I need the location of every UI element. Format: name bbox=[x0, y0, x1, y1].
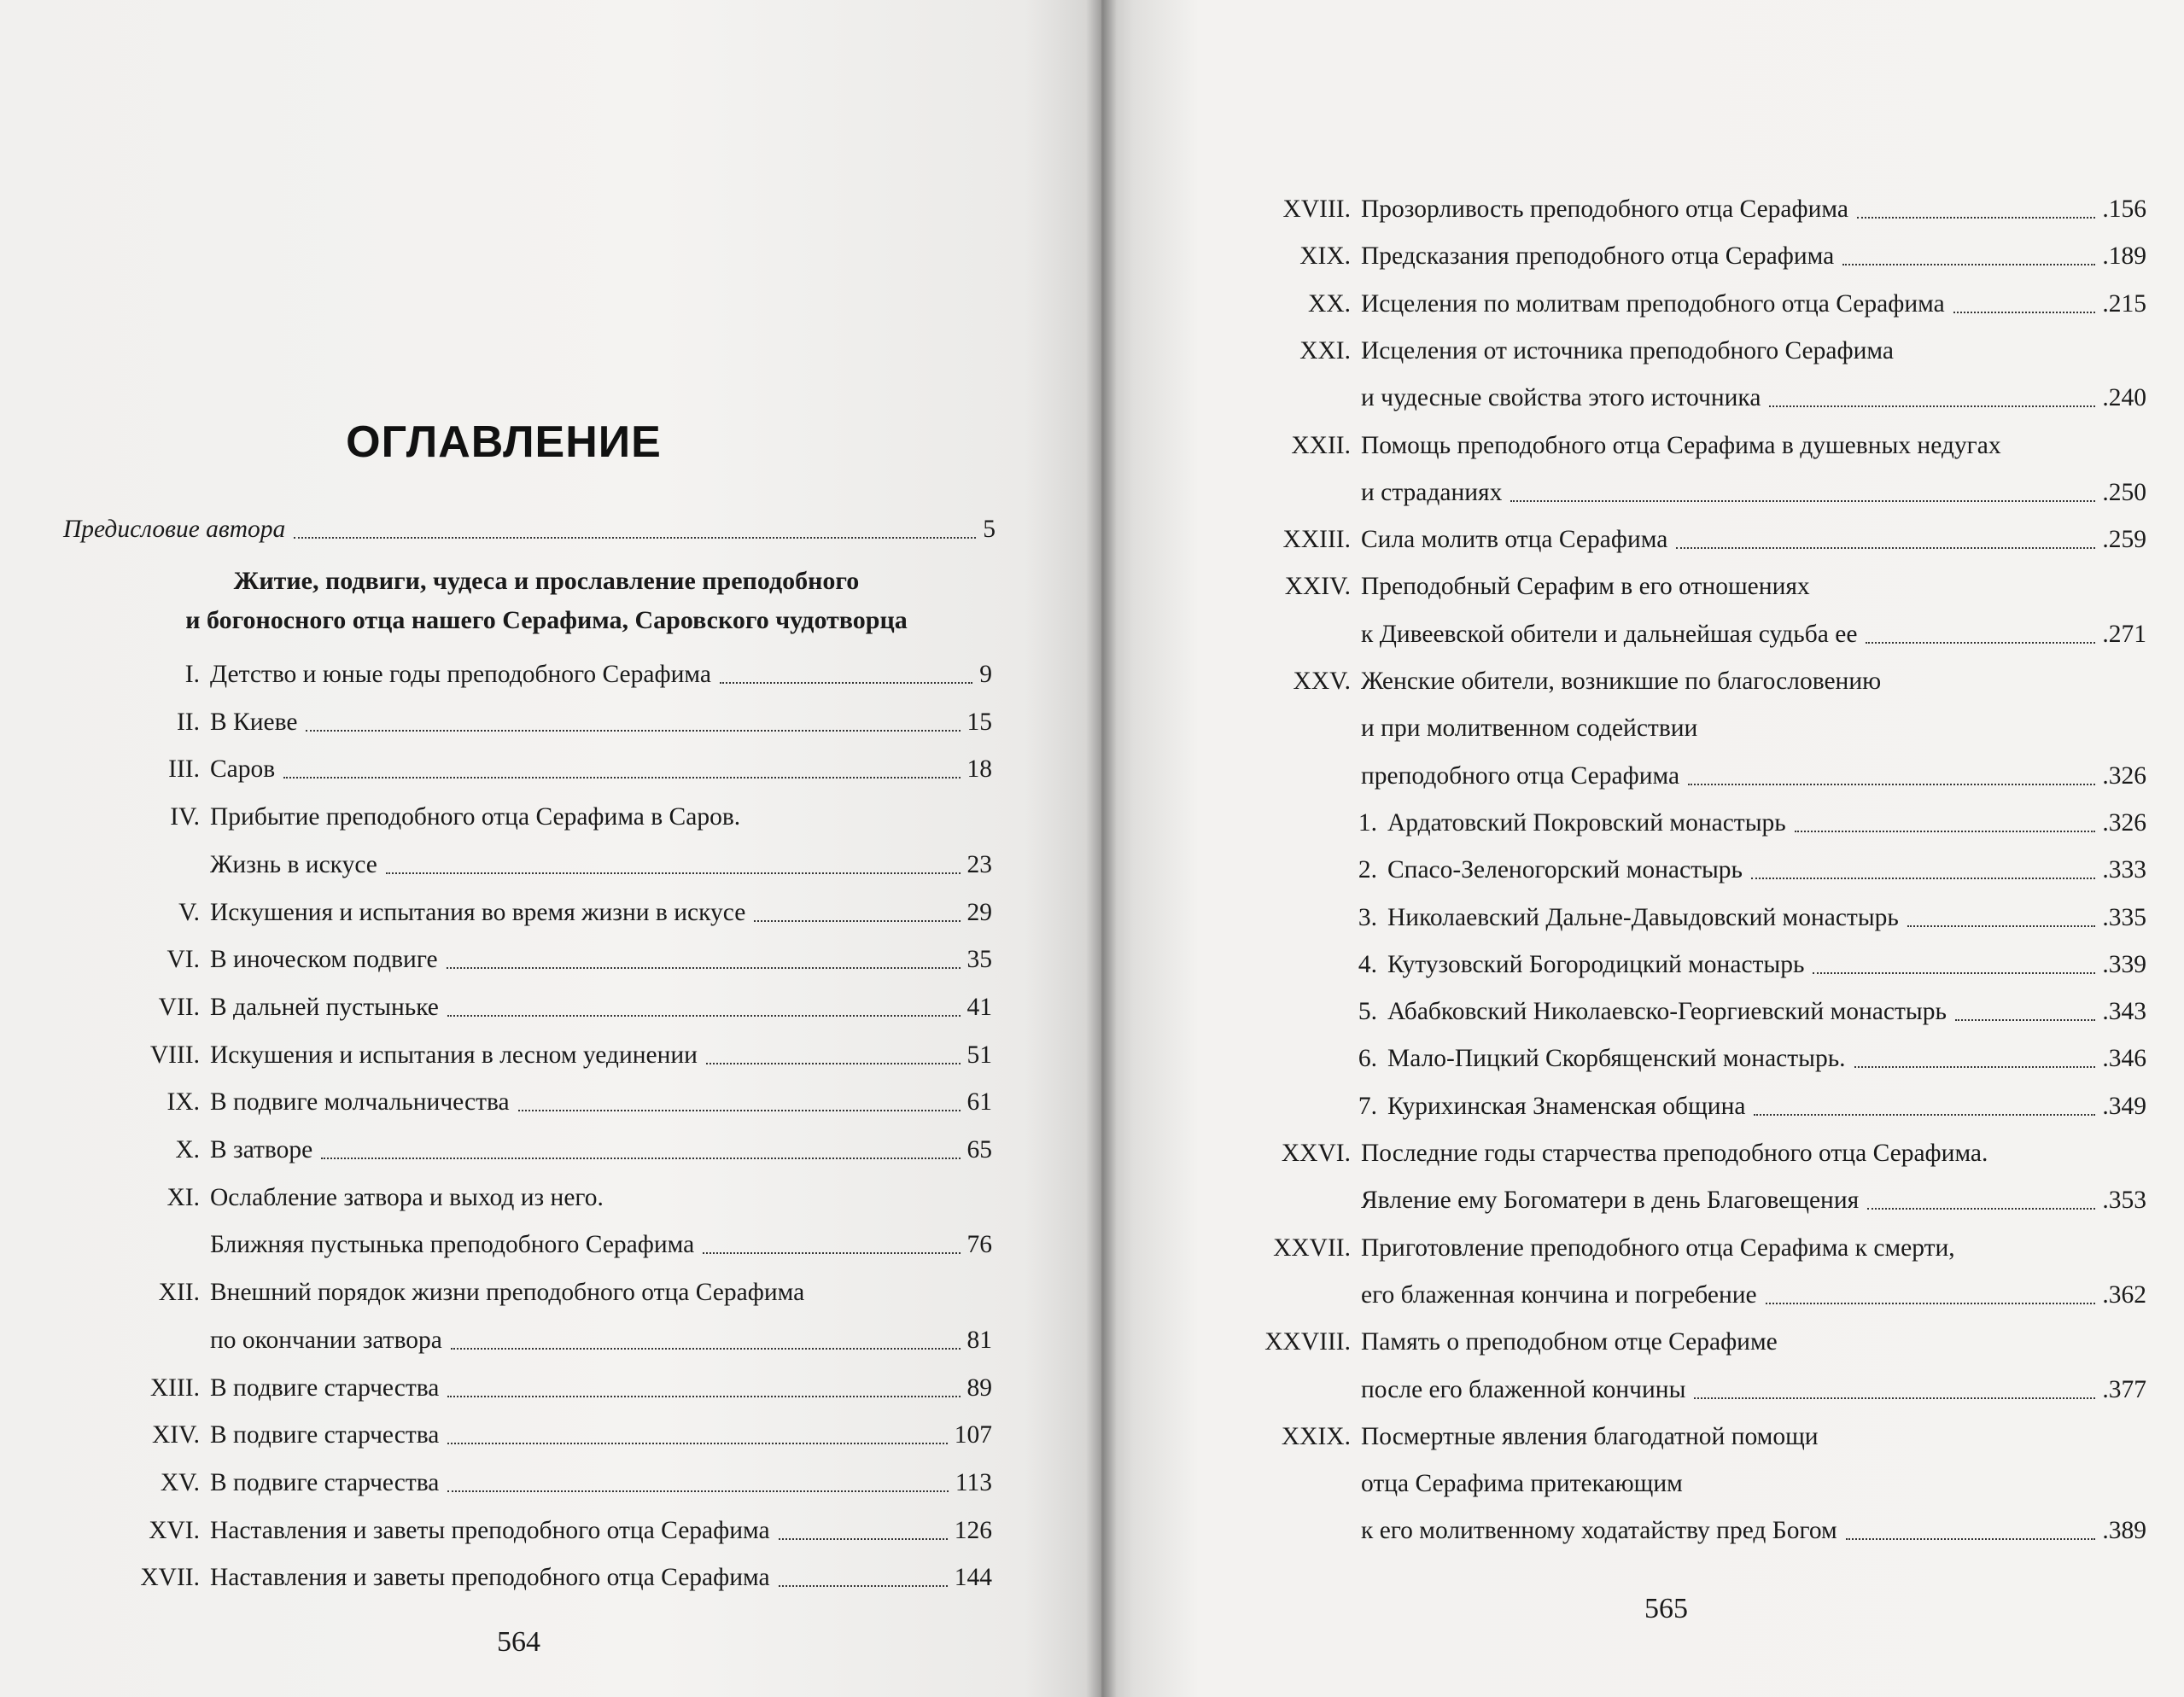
toc-entry-row bbox=[0, 1275, 2146, 1315]
section-title-line-2: и богоносного отца нашего Серафима, Саровского чудотворца bbox=[185, 606, 908, 634]
toc-entry-page: 89 bbox=[966, 1373, 992, 1402]
toc-entry-page: .353 bbox=[2102, 1187, 2146, 1215]
toc-entry-title: Прозорливость преподобного отца Серафима bbox=[1361, 195, 1848, 223]
toc-entry-number: XVI. bbox=[149, 1516, 200, 1544]
toc-entry-row bbox=[0, 378, 2146, 417]
toc-entry-page: 81 bbox=[966, 1326, 992, 1354]
toc-entry-row bbox=[0, 1464, 2146, 1503]
leader-dots bbox=[1694, 1370, 2095, 1399]
toc-entry-title: Преподобный Серафим в его отношениях bbox=[1361, 573, 1810, 601]
toc-entry-title: Жизнь в искусе bbox=[210, 850, 377, 878]
toc-entry-number: XIII. bbox=[149, 1373, 200, 1402]
toc-entry-number: XXVI. bbox=[1281, 1140, 1351, 1167]
toc-entry-title: по окончании затвора bbox=[210, 1326, 442, 1354]
toc-entry-number: XXV. bbox=[1293, 668, 1351, 695]
leader-dots bbox=[1754, 1087, 2095, 1116]
toc-entry-number: 1. bbox=[1358, 808, 1377, 837]
toc-entry-page: 61 bbox=[966, 1088, 992, 1117]
toc-entry-title: после его блаженной кончины bbox=[1361, 1375, 1686, 1403]
toc-entry-number: 7. bbox=[1358, 1092, 1377, 1120]
toc-entry-title: Внешний порядок жизни преподобного отца Серафима bbox=[210, 1279, 805, 1307]
toc-entry-row bbox=[0, 1511, 2146, 1550]
toc-entry-title: Женские обители, возникшие по благословению bbox=[1361, 668, 1882, 695]
toc-entry-title: его блаженная кончина и погребение bbox=[1361, 1280, 1757, 1309]
toc-entry-number: XXVIII. bbox=[1264, 1328, 1351, 1356]
leader-dots bbox=[1907, 898, 2096, 927]
toc-entry-page: .326 bbox=[2102, 761, 2146, 790]
toc-entry-title: В подвиге старчества bbox=[210, 1468, 440, 1496]
toc-entry-row bbox=[0, 756, 2146, 796]
toc-entry-row bbox=[0, 662, 2146, 701]
toc-entry-row bbox=[0, 236, 2146, 276]
toc-entry-title: Наставления и заветы преподобного отца Серафима bbox=[210, 1564, 770, 1592]
toc-entry-page: .215 bbox=[2102, 289, 2146, 318]
preface-page: 5 bbox=[983, 516, 996, 543]
toc-entry-number: IX. bbox=[166, 1088, 200, 1117]
leader-dots bbox=[1813, 945, 2095, 974]
toc-entry-title: и чудесные свойства этого источника bbox=[1361, 384, 1761, 412]
toc-entry-title: В затворе bbox=[210, 1136, 313, 1163]
toc-entry-page: .362 bbox=[2102, 1280, 2146, 1309]
toc-entry-page: 76 bbox=[966, 1231, 992, 1259]
leader-dots bbox=[1953, 284, 2096, 313]
toc-entry-number: III. bbox=[168, 755, 200, 784]
toc-entry-number: XX. bbox=[1308, 289, 1351, 318]
toc-entry-row bbox=[0, 284, 2146, 324]
toc-entry-title: Ардатовский Покровский монастырь bbox=[1387, 808, 1786, 837]
toc-entry-number: XIV. bbox=[151, 1421, 200, 1449]
leader-dots bbox=[1766, 1275, 2096, 1304]
toc-entry-number: XVII. bbox=[140, 1564, 200, 1592]
toc-entry-page: .339 bbox=[2102, 950, 2146, 978]
toc-entry-title: преподобного отца Серафима bbox=[1361, 761, 1680, 790]
toc-entry-row bbox=[0, 1370, 2146, 1409]
toc-entry-row bbox=[0, 426, 2146, 465]
toc-entry-number: IV. bbox=[170, 803, 200, 831]
toc-entry-title: Память о преподобном отце Серафиме bbox=[1361, 1328, 1778, 1356]
toc-entry-title: Приготовление преподобного отца Серафима к смерти, bbox=[1361, 1233, 1955, 1262]
toc-entry-title: В подвиге старчества bbox=[210, 1373, 440, 1402]
toc-entry-row bbox=[0, 567, 2146, 606]
toc-entry-title: Прибытие преподобного отца Серафима в Саров. bbox=[210, 803, 741, 831]
toc-entry-row bbox=[0, 945, 2146, 984]
toc-entry-title: Спасо-Зеленогорский монастырь bbox=[1387, 856, 1743, 884]
toc-entry-title: Ближняя пустынька преподобного Серафима bbox=[210, 1231, 695, 1259]
toc-entry-page: .377 bbox=[2102, 1375, 2146, 1403]
toc-entry-page: .335 bbox=[2102, 903, 2146, 931]
toc-entry-page: 23 bbox=[966, 850, 992, 878]
toc-entry-number: V. bbox=[178, 898, 200, 926]
leader-dots bbox=[1854, 1039, 2096, 1068]
leader-dots bbox=[1867, 1181, 2095, 1210]
toc-entry-title: В иноческом подвиге bbox=[210, 946, 438, 974]
toc-entry-title: В подвиге старчества bbox=[210, 1421, 440, 1449]
leader-dots bbox=[1857, 190, 2095, 219]
toc-entry-row bbox=[0, 331, 2146, 370]
toc-entry-page: .349 bbox=[2102, 1092, 2146, 1120]
toc-entry-title: Исцеления от источника преподобного Серафима bbox=[1361, 336, 1894, 364]
toc-entry-title: Наставления и заветы преподобного отца Серафима bbox=[210, 1516, 770, 1544]
toc-entry-page: .389 bbox=[2102, 1517, 2146, 1545]
leader-dots bbox=[779, 1558, 948, 1587]
toc-entry-title: Помощь преподобного отца Серафима в душевных недугах bbox=[1361, 431, 2001, 459]
toc-entry-title: Саров bbox=[210, 755, 276, 784]
toc-entry-number: 2. bbox=[1358, 856, 1377, 884]
toc-entry-number: VI. bbox=[166, 946, 200, 974]
toc-entry-title: и страданиях bbox=[1361, 478, 1503, 506]
toc-entry-number: XXVII. bbox=[1273, 1233, 1351, 1262]
leader-dots bbox=[1751, 850, 2095, 879]
toc-entry-page: .240 bbox=[2102, 384, 2146, 412]
toc-entry-title: Абабковский Николаевско-Георгиевский монастырь bbox=[1387, 998, 1947, 1026]
toc-entry-page: 29 bbox=[966, 898, 992, 926]
toc-entry-number: XXII. bbox=[1291, 431, 1351, 459]
toc-entry-page: 18 bbox=[966, 755, 992, 784]
toc-entry-row bbox=[0, 803, 2146, 843]
toc-entry-page: 126 bbox=[954, 1516, 992, 1544]
toc-entry-number: XXIX. bbox=[1281, 1422, 1351, 1450]
toc-entry-title: и при молитвенном содействии bbox=[1361, 714, 1698, 743]
toc-entry-title: отца Серафима притекающим bbox=[1361, 1470, 1683, 1498]
toc-entry-number: XXIII. bbox=[1282, 526, 1351, 554]
toc-entry-title: Курихинская Знаменская община bbox=[1387, 1092, 1746, 1120]
leader-dots bbox=[1769, 378, 2095, 407]
toc-entry-row bbox=[0, 1558, 992, 1597]
toc-entry-row bbox=[0, 1087, 2146, 1126]
toc-entry-row bbox=[0, 1228, 2146, 1268]
toc-entry-page: .156 bbox=[2102, 195, 2146, 223]
toc-entry-title: Явление ему Богоматери в день Благовещения bbox=[1361, 1187, 1860, 1215]
toc-entry-title: Предсказания преподобного отца Серафима bbox=[1361, 242, 1835, 271]
toc-entry-number: XXIV. bbox=[1284, 573, 1351, 601]
toc-entry-number: XVIII. bbox=[1282, 195, 1351, 223]
toc-entry-page: 35 bbox=[966, 946, 992, 974]
toc-entry-page: .259 bbox=[2102, 526, 2146, 554]
toc-entry-number: XII. bbox=[158, 1279, 200, 1307]
toc-entry-title: В Киеве bbox=[210, 708, 298, 736]
toc-entry-row bbox=[0, 190, 2146, 229]
preface-title: Предисловие автора bbox=[63, 516, 286, 543]
toc-entry-row bbox=[0, 520, 2146, 559]
toc-entry-title: Последние годы старчества преподобного отца Серафима. bbox=[1361, 1140, 1988, 1167]
toc-entry-title: Искушения и испытания во время жизни в искусе bbox=[210, 898, 746, 926]
toc-entry-number: 5. bbox=[1358, 998, 1377, 1026]
toc-entry-title: Искушения и испытания в лесном уединении bbox=[210, 1041, 698, 1069]
toc-entry-row bbox=[0, 1039, 2146, 1078]
toc-entry-page: 144 bbox=[954, 1564, 992, 1592]
toc-entry-number: XI. bbox=[166, 1183, 200, 1211]
toc-entry-row bbox=[0, 1322, 2146, 1362]
toc-entry-page: .346 bbox=[2102, 1045, 2146, 1073]
toc-entry-page: .326 bbox=[2102, 808, 2146, 837]
toc-entry-number: X. bbox=[175, 1136, 200, 1163]
toc-entry-number: XV. bbox=[160, 1468, 200, 1496]
toc-entry-page: 107 bbox=[954, 1421, 992, 1449]
left-page-number: 564 bbox=[497, 1626, 540, 1658]
toc-entry-page: 65 bbox=[966, 1136, 992, 1163]
section-title-line-1: Житие, подвиги, чудеса и прославление преподобного bbox=[233, 567, 860, 595]
toc-entry-page: 41 bbox=[966, 993, 992, 1021]
toc-entry-title: Исцеления по молитвам преподобного отца Серафима bbox=[1361, 289, 1945, 318]
toc-entry-row bbox=[0, 473, 2146, 512]
toc-entry-number: XXI. bbox=[1299, 336, 1351, 364]
leader-dots bbox=[1842, 236, 2095, 265]
toc-entry-row bbox=[0, 709, 2146, 748]
toc-entry-number: I. bbox=[184, 661, 200, 688]
toc-entry-title: Ослабление затвора и выход из него. bbox=[210, 1183, 604, 1211]
leader-dots bbox=[1866, 615, 2095, 644]
toc-entry-page: .189 bbox=[2102, 242, 2146, 271]
toc-entry-number: XIX. bbox=[1299, 242, 1351, 271]
toc-heading: ОГЛАВЛЕНИЕ bbox=[346, 417, 662, 467]
toc-entry-page: .271 bbox=[2102, 620, 2146, 648]
leader-dots bbox=[1688, 756, 2095, 785]
toc-entry-page: 113 bbox=[955, 1468, 992, 1496]
toc-entry-number: 3. bbox=[1358, 903, 1377, 931]
right-page-number: 565 bbox=[1644, 1593, 1688, 1624]
toc-entry-title: В подвиге молчальничества bbox=[210, 1088, 510, 1117]
toc-entry-row bbox=[0, 1417, 2146, 1456]
toc-entry-row bbox=[0, 1181, 2146, 1220]
toc-entry-title: Мало-Пицкий Скорбященский монастырь. bbox=[1387, 1045, 1846, 1073]
toc-entry-number: VIII. bbox=[149, 1041, 200, 1069]
toc-entry-title: Посмертные явления благодатной помощи bbox=[1361, 1422, 1819, 1450]
toc-entry-page: 51 bbox=[966, 1041, 992, 1069]
toc-entry-page: 15 bbox=[966, 708, 992, 736]
toc-entry-row bbox=[0, 615, 2146, 654]
toc-entry-title: к его молитвенному ходатайству пред Богом bbox=[1361, 1517, 1837, 1545]
toc-entry-row bbox=[0, 1134, 2146, 1173]
leader-dots bbox=[1955, 992, 2095, 1021]
toc-entry-page: .343 bbox=[2102, 998, 2146, 1026]
toc-entry-page: .333 bbox=[2102, 856, 2146, 884]
toc-entry-row bbox=[0, 992, 2146, 1031]
toc-entry-number: VII. bbox=[158, 993, 200, 1021]
leader-dots bbox=[1676, 520, 2095, 549]
toc-entry-row bbox=[0, 898, 2146, 937]
toc-entry-title: Николаевский Дальне-Давыдовский монастырь bbox=[1387, 903, 1899, 931]
toc-entry-number: 4. bbox=[1358, 950, 1377, 978]
toc-entry-title: Детство и юные годы преподобного Серафима bbox=[210, 661, 711, 688]
leader-dots bbox=[1846, 1511, 2096, 1540]
toc-entry-page: .250 bbox=[2102, 478, 2146, 506]
toc-entry-row bbox=[0, 850, 2146, 889]
leader-dots bbox=[1510, 473, 2095, 502]
toc-entry-title: В дальней пустыньке bbox=[210, 993, 439, 1021]
toc-entry-title: Кутузовский Богородицкий монастырь bbox=[1387, 950, 1805, 978]
leader-dots bbox=[1795, 803, 2096, 832]
toc-entry-number: II. bbox=[176, 708, 200, 736]
toc-entry-title: Сила молитв отца Серафима bbox=[1361, 526, 1668, 554]
toc-entry-title: к Дивеевской обители и дальнейшая судьба ее bbox=[1361, 620, 1858, 648]
toc-entry-number: 6. bbox=[1358, 1045, 1377, 1073]
toc-entry-page: 9 bbox=[979, 661, 992, 688]
